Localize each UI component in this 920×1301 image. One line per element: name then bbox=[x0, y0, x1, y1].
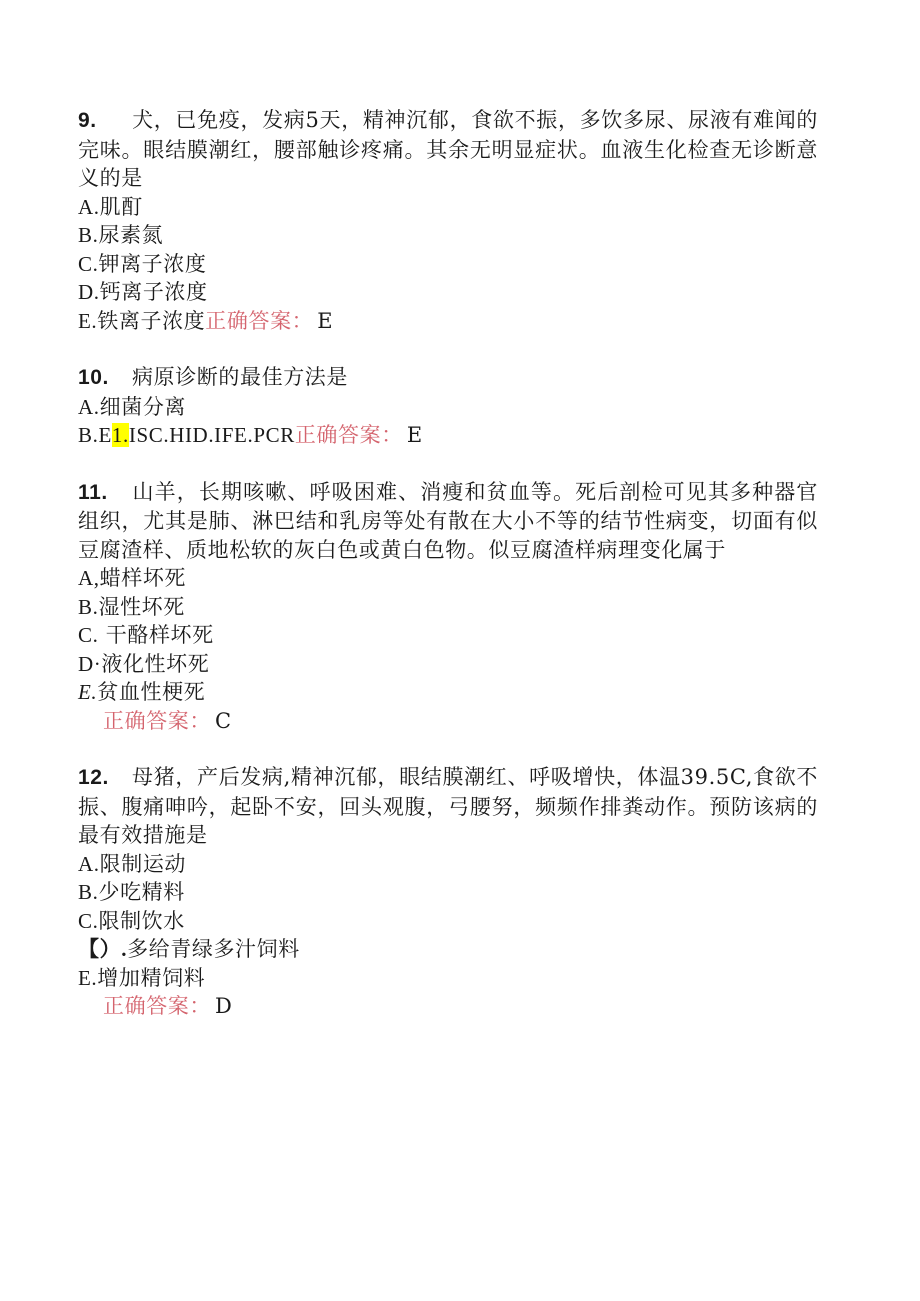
question-9 bbox=[78, 106, 818, 335]
option-a bbox=[78, 393, 818, 422]
option-text: 铁离子浓度 bbox=[97, 308, 206, 333]
question-number: 11. bbox=[78, 480, 108, 504]
question-number: 10. bbox=[78, 366, 109, 389]
option-b bbox=[78, 221, 818, 250]
option-d bbox=[78, 650, 818, 679]
option-text: 钾离子浓度 bbox=[98, 251, 207, 276]
option-d bbox=[78, 278, 818, 307]
option-label: A. bbox=[78, 394, 100, 419]
option-label: B. bbox=[78, 880, 99, 904]
question-stem bbox=[78, 363, 818, 393]
option-text: 干酪样坏死 bbox=[98, 623, 214, 647]
answer-value: E bbox=[317, 308, 334, 333]
answer-value: D bbox=[215, 994, 233, 1018]
option-e bbox=[78, 678, 818, 707]
option-text: 细菌分离 bbox=[99, 394, 187, 419]
question-text: 病原诊断的最佳方法是 bbox=[132, 365, 348, 389]
option-text: 液化性坏死 bbox=[101, 651, 210, 676]
highlighted-text: 1. bbox=[111, 423, 129, 447]
option-label: C. bbox=[78, 908, 99, 933]
option-a bbox=[78, 850, 818, 879]
option-label: C. bbox=[78, 251, 99, 276]
option-c bbox=[78, 907, 818, 936]
option-label: A, bbox=[78, 566, 100, 590]
option-text: 限制运动 bbox=[99, 851, 187, 876]
option-label: A. bbox=[78, 851, 100, 876]
question-text: 山羊，长期咳嗽、呼吸困难、消瘦和贫血等。死后剖检可见其多种器官组织，尤其是肺、淋巴结和乳房等处有散在大小不等的结节性病变，切面有似豆腐渣样、质地松软的灰白色或黄白色物。似豆腐渣样病理变化属于 bbox=[78, 479, 818, 562]
document-page bbox=[78, 106, 818, 1049]
option-text: 钙离子浓度 bbox=[99, 280, 208, 304]
answer-label: 正确答案： bbox=[205, 308, 314, 333]
question-stem bbox=[78, 763, 818, 850]
option-text: 增加精饲料 bbox=[97, 965, 206, 990]
option-text: 贫血性梗死 bbox=[97, 680, 206, 704]
answer-line bbox=[78, 992, 818, 1021]
question-text: 犬，已免疫，发病5天，精神沉郁，食欲不振，多饮多尿、尿液有难闻的完味。眼结膜潮红，腰部触诊疼痛。其余无明显症状。血液生化检查无诊断意义的是 bbox=[78, 108, 818, 190]
option-label: E. bbox=[78, 680, 98, 704]
option-label: E. bbox=[78, 965, 98, 990]
option-e bbox=[78, 964, 818, 993]
option-text-pre: E bbox=[98, 423, 112, 447]
option-b bbox=[78, 878, 818, 907]
option-label: B. bbox=[78, 223, 99, 247]
option-label: 【）. bbox=[78, 937, 128, 961]
option-a bbox=[78, 193, 818, 222]
answer-label: 正确答案： bbox=[294, 423, 403, 447]
option-c bbox=[78, 250, 818, 279]
option-label: C. bbox=[78, 623, 99, 647]
option-e bbox=[78, 307, 818, 336]
answer-value: C bbox=[215, 708, 232, 733]
answer-line bbox=[78, 707, 818, 736]
option-text: 多给青绿多汁饲料 bbox=[127, 937, 300, 961]
answer-label: 正确答案： bbox=[103, 994, 211, 1018]
option-b bbox=[78, 421, 818, 450]
option-label: A. bbox=[78, 194, 100, 219]
option-label: B. bbox=[78, 594, 99, 619]
answer-value: E bbox=[406, 423, 423, 447]
option-label: B. bbox=[78, 423, 99, 447]
question-11 bbox=[78, 478, 818, 736]
question-stem bbox=[78, 106, 818, 193]
option-text: 肌酊 bbox=[99, 194, 143, 219]
question-stem bbox=[78, 478, 818, 565]
question-12 bbox=[78, 763, 818, 1021]
option-a bbox=[78, 564, 818, 593]
option-label: D· bbox=[78, 651, 102, 676]
question-number: 9. bbox=[78, 109, 97, 132]
option-d bbox=[78, 935, 818, 964]
option-text: 限制饮水 bbox=[98, 908, 185, 933]
answer-label: 正确答案： bbox=[103, 708, 211, 733]
question-10 bbox=[78, 363, 818, 450]
option-b bbox=[78, 593, 818, 622]
option-c bbox=[78, 621, 818, 650]
option-text: 少吃精料 bbox=[98, 880, 185, 904]
question-text: 母猪，产后发病,精神沉郁，眼结膜潮红、呼吸增快，体温39.5C,食欲不振、腹痛呻吟，起卧不安，回头观腹，弓腰努，频频作排粪动作。预防该病的最有效措施是 bbox=[78, 765, 818, 847]
option-label: E. bbox=[78, 308, 98, 333]
option-text: 尿素氮 bbox=[98, 223, 164, 247]
option-text: 湿性坏死 bbox=[98, 594, 185, 619]
option-text-post: ISC.HID.IFE.PCR bbox=[128, 423, 295, 447]
option-label: D. bbox=[78, 280, 100, 304]
question-number: 12. bbox=[78, 766, 109, 789]
option-text: 蜡样坏死 bbox=[99, 566, 187, 590]
